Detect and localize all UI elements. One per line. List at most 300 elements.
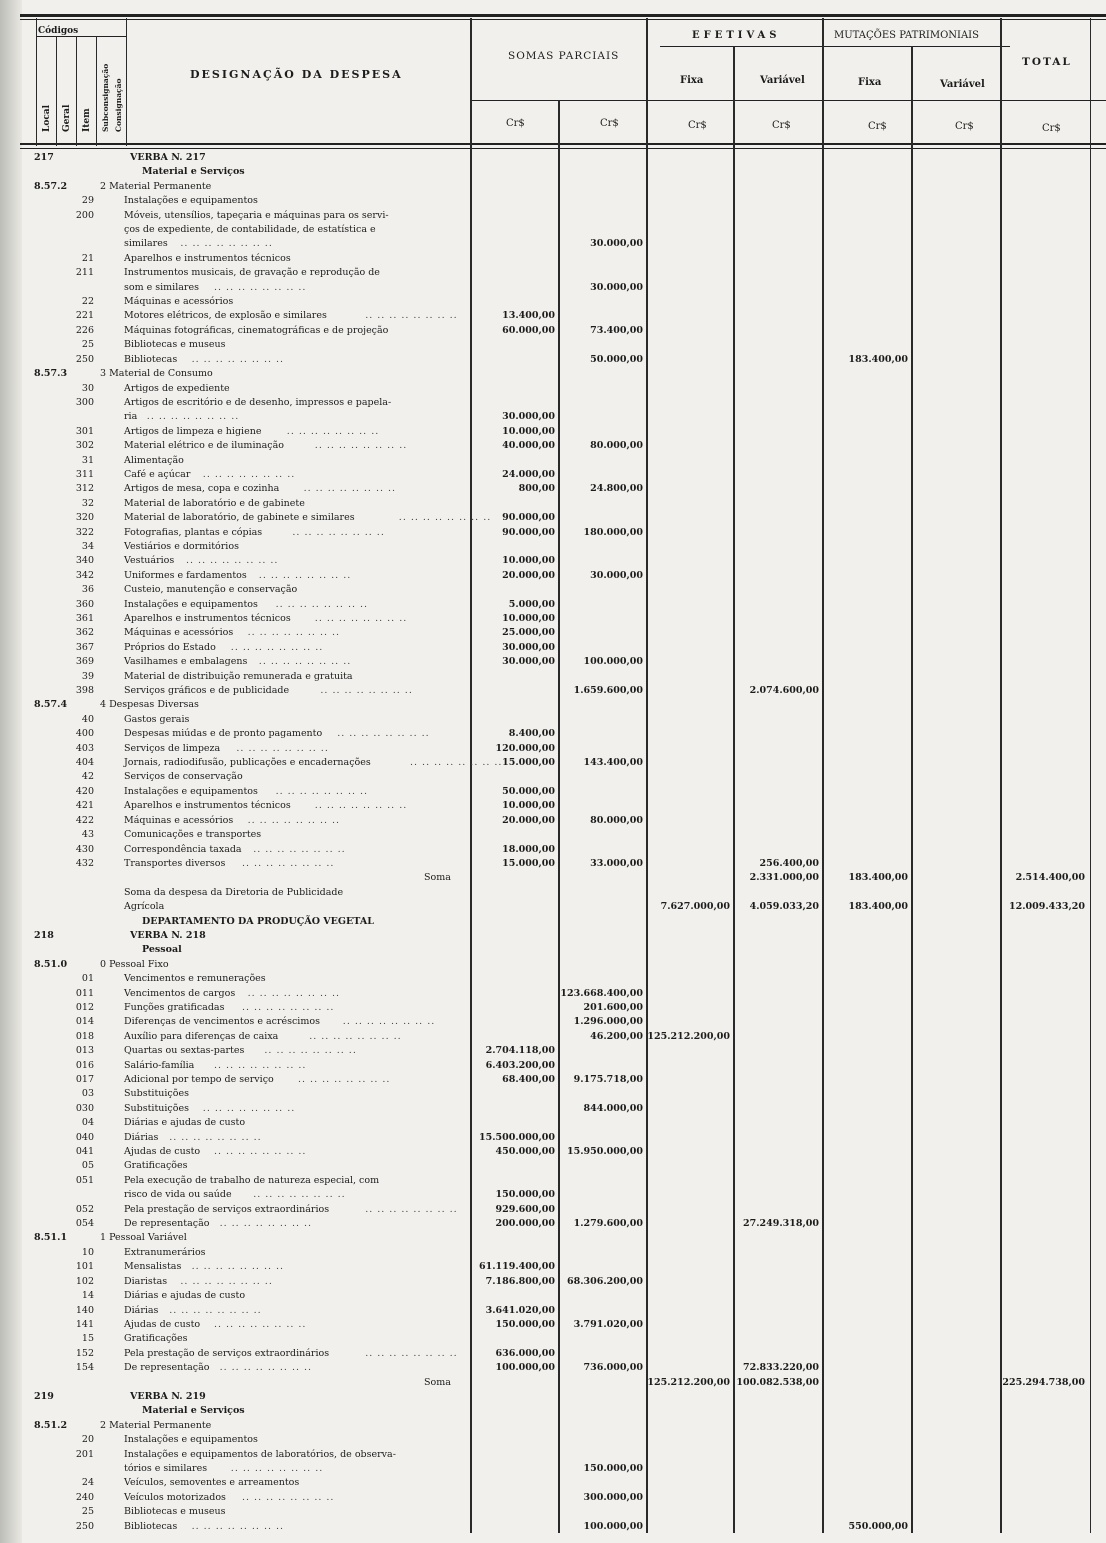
- row-label: Máquinas e acessórios: [124, 814, 234, 826]
- amount-c1: 636.000,00: [495, 1347, 555, 1359]
- row-label: Aparelhos e instrumentos técnicos: [124, 800, 291, 812]
- row-item-code: 24: [81, 1477, 94, 1489]
- expense-row: [0, 383, 1106, 394]
- row-label: De representação: [124, 1218, 210, 1230]
- row-local-code: 8.57.4: [34, 699, 68, 711]
- leader-dots: .. .. .. .. .. .. .. ..: [275, 598, 369, 610]
- expense-row: [0, 469, 1106, 480]
- row-label: Material de laboratório, de gabinete e similares: [124, 512, 355, 524]
- expense-row: [0, 368, 1106, 379]
- expense-row: [0, 455, 1106, 466]
- leader-dots: .. .. .. .. .. .. .. ..: [214, 1146, 307, 1158]
- row-label: Pela prestação de serviços extraordinários: [124, 1347, 330, 1359]
- rule: [470, 100, 1106, 101]
- expense-row: [0, 1074, 1106, 1085]
- row-label: Diárias e ajudas de custo: [124, 1290, 246, 1302]
- amount-c2: 80.000,00: [590, 814, 643, 826]
- row-local-code: 217: [34, 152, 54, 163]
- row-item-code: 301: [75, 425, 94, 437]
- expense-row: [0, 1016, 1106, 1027]
- row-item-code: 36: [81, 584, 94, 596]
- row-label: Instrumentos musicais, de gravação e reprodução de: [124, 267, 380, 279]
- amount-c1: 450.000,00: [495, 1146, 555, 1158]
- leader-dots: .. .. .. .. .. .. .. ..: [365, 1347, 458, 1359]
- designacao-header: DESIGNAÇÃO DA DESPESA: [190, 68, 403, 81]
- row-item-code: 152: [75, 1347, 94, 1359]
- row-item-code: 018: [75, 1030, 94, 1042]
- leader-dots: .. .. .. .. .. .. .. ..: [253, 843, 346, 855]
- efetivas-header: EFETIVAS: [692, 30, 781, 41]
- leader-dots: .. .. .. .. .. .. .. ..: [342, 1016, 436, 1028]
- row-item-code: 016: [75, 1059, 94, 1071]
- amount-c1: 15.000,00: [502, 857, 555, 869]
- expense-row: [0, 195, 1106, 206]
- row-label: Bibliotecas: [124, 1520, 178, 1532]
- expense-row: [0, 310, 1106, 321]
- expense-row: [0, 210, 1106, 221]
- row-label: Diárias: [124, 1304, 159, 1316]
- row-label: Vestiários e dormitórios: [124, 540, 239, 552]
- amount-c1: 5.000,00: [508, 598, 555, 610]
- expense-row: [0, 815, 1106, 826]
- expense-row: [0, 483, 1106, 494]
- row-label: Gratificações: [124, 1333, 188, 1345]
- row-label: Motores elétricos, de explosão e similares: [124, 310, 327, 322]
- amount-c2: 46.200,00: [590, 1030, 643, 1042]
- amount-c1: 50.000,00: [502, 785, 555, 797]
- row-item-code: 25: [81, 1506, 94, 1518]
- row-label: 3 Material de Consumo: [100, 368, 213, 380]
- row-label: Adicional por tempo de serviço: [124, 1074, 274, 1085]
- row-item-code: 03: [81, 1088, 94, 1100]
- expense-row: [0, 887, 1106, 898]
- row-label: 2 Material Permanente: [100, 180, 212, 192]
- row-item-code: 154: [75, 1362, 94, 1374]
- amount-c4: 100.082.538,00: [736, 1376, 819, 1388]
- expense-row: [0, 339, 1106, 350]
- amount-c4: 27.249.318,00: [742, 1218, 819, 1230]
- row-item-code: 012: [75, 1001, 94, 1013]
- expense-row: [0, 959, 1106, 970]
- amount-c4: 2.074.600,00: [749, 685, 819, 697]
- amount-c1: 90.000,00: [502, 526, 555, 538]
- row-label: Bibliotecas e museus: [124, 339, 226, 351]
- leader-dots: .. .. .. .. .. .. .. ..: [180, 1275, 273, 1287]
- col-line: [76, 36, 77, 146]
- amount-c2: 100.000,00: [583, 656, 643, 668]
- row-item-code: 22: [81, 296, 94, 308]
- amount-c5: 183.400,00: [848, 872, 908, 884]
- row-label: Material e Serviços: [142, 1405, 245, 1417]
- row-label: Café e açúcar: [124, 468, 191, 480]
- amount-c7: 225.294.738,00: [1002, 1376, 1085, 1388]
- row-item-code: 141: [75, 1318, 94, 1330]
- row-label: Soma da despesa da Diretoria de Publicidade: [124, 886, 344, 898]
- expense-row: [0, 354, 1106, 365]
- expense-row: [0, 613, 1106, 624]
- leader-dots: .. .. .. .. .. .. .. ..: [258, 656, 352, 668]
- expense-row: [0, 786, 1106, 797]
- amount-c1: 20.000,00: [502, 814, 555, 826]
- currency-label: Cr$: [1042, 123, 1061, 134]
- code-col-consignacao: Consignação: [114, 78, 123, 132]
- row-label: Vasilhames e embalagens: [124, 656, 248, 668]
- expense-row: [0, 944, 1106, 955]
- row-item-code: 43: [81, 829, 94, 841]
- amount-c2: 80.000,00: [590, 440, 643, 452]
- row-item-code: 360: [75, 598, 94, 610]
- row-label: ria: [124, 411, 138, 423]
- row-item-code: 29: [81, 195, 94, 207]
- expense-row: [0, 916, 1106, 927]
- expense-row: [0, 1002, 1106, 1013]
- amount-c2: 30.000,00: [590, 281, 643, 293]
- row-item-code: 369: [75, 656, 94, 668]
- leader-dots: .. .. .. .. .. .. .. ..: [314, 613, 408, 624]
- row-item-code: 422: [75, 814, 94, 826]
- amount-c7: 12.009.433,20: [1008, 901, 1085, 913]
- amount-c1: 30.000,00: [502, 641, 555, 653]
- row-item-code: 312: [75, 483, 94, 495]
- expense-row: [0, 498, 1106, 509]
- row-label: Artigos de mesa, copa e cozinha: [124, 483, 280, 495]
- expense-row: [0, 411, 1106, 422]
- row-label: Auxílio para diferenças de caixa: [124, 1030, 279, 1042]
- row-item-code: 017: [75, 1074, 94, 1085]
- row-label: Artigos de expediente: [124, 382, 230, 394]
- row-item-code: 300: [75, 396, 94, 408]
- expense-row: [0, 1290, 1106, 1301]
- row-label: Diaristas: [124, 1275, 168, 1287]
- amount-c3: 7.627.000,00: [660, 901, 730, 913]
- amount-c4: 2.331.000,00: [749, 872, 819, 884]
- expense-row: [0, 1319, 1106, 1330]
- leader-dots: .. .. .. .. .. .. .. ..: [365, 310, 458, 322]
- row-item-code: 221: [75, 310, 94, 322]
- amount-c1: 3.641.020,00: [485, 1304, 555, 1316]
- leader-dots: .. .. .. .. .. .. .. ..: [314, 800, 408, 812]
- expense-row: [0, 844, 1106, 855]
- row-item-code: 30: [81, 382, 94, 394]
- row-label: Próprios do Estado: [124, 641, 216, 653]
- amount-c2: 300.000,00: [583, 1491, 643, 1503]
- leader-dots: .. .. .. .. .. .. .. ..: [180, 238, 273, 250]
- expense-row: [0, 1506, 1106, 1517]
- row-item-code: 102: [75, 1275, 94, 1287]
- sum-label: Soma: [424, 1376, 451, 1388]
- amount-c5: 183.400,00: [848, 353, 908, 365]
- expense-row: [0, 1031, 1106, 1042]
- row-label: Comunicações e transportes: [124, 829, 262, 841]
- row-label: Material elétrico e de iluminação: [124, 440, 284, 452]
- amount-c1: 200.000,00: [495, 1218, 555, 1230]
- expense-row: [0, 1434, 1106, 1445]
- row-label: 0 Pessoal Fixo: [100, 958, 169, 970]
- row-label: Pela prestação de serviços extraordinários: [124, 1203, 330, 1215]
- amount-c1: 24.000,00: [502, 468, 555, 480]
- leader-dots: .. .. .. .. .. .. .. ..: [236, 742, 329, 754]
- row-item-code: 430: [75, 843, 94, 855]
- row-label: ços de expediente, de contabilidade, de estatística e: [124, 224, 376, 236]
- row-label: Despesas miúdas e de pronto pagamento: [124, 728, 323, 740]
- leader-dots: .. .. .. .. .. .. .. ..: [337, 728, 430, 740]
- leader-dots: .. .. .. .. .. .. .. ..: [186, 555, 279, 567]
- mutacoes-header: MUTAÇÕES PATRIMONIAIS: [834, 30, 979, 41]
- amount-c1: 800,00: [518, 483, 555, 495]
- expense-row: [0, 1189, 1106, 1200]
- amount-c2: 15.950.000,00: [566, 1146, 643, 1158]
- row-item-code: 200: [75, 209, 94, 221]
- row-item-code: 302: [75, 440, 94, 452]
- amount-c2: 50.000,00: [590, 353, 643, 365]
- amount-c2: 30.000,00: [590, 238, 643, 250]
- codigos-label: Códigos: [38, 26, 79, 36]
- amount-c1: 13.400,00: [502, 310, 555, 322]
- amount-c1: 61.119.400,00: [478, 1261, 555, 1273]
- expense-row: [0, 1463, 1106, 1474]
- amount-c1: 10.000,00: [502, 613, 555, 624]
- row-item-code: 340: [75, 555, 94, 567]
- row-label: Instalações e equipamentos: [124, 1434, 258, 1446]
- row-label: Vestuários: [124, 555, 175, 567]
- amount-c2: 844.000,00: [583, 1102, 643, 1114]
- leader-dots: .. .. .. .. .. .. .. ..: [247, 987, 341, 999]
- leader-dots: .. .. .. .. .. .. .. ..: [365, 1203, 458, 1215]
- expense-row: [0, 397, 1106, 408]
- row-item-code: 20: [81, 1434, 94, 1446]
- expense-row: [0, 512, 1106, 523]
- row-label: Mensalistas: [124, 1261, 182, 1273]
- row-label: Substituições: [124, 1088, 189, 1100]
- expense-row: [0, 743, 1106, 754]
- amount-c2: 30.000,00: [590, 569, 643, 581]
- row-label: Bibliotecas: [124, 353, 178, 365]
- leader-dots: .. .. .. .. .. .. .. ..: [242, 1491, 335, 1503]
- expense-row: [0, 901, 1106, 912]
- row-label: Ajudas de custo: [124, 1146, 201, 1158]
- amount-c1: 60.000,00: [502, 324, 555, 336]
- row-label: Vencimentos e remunerações: [124, 973, 266, 985]
- mutacoes-fixa-header: Fixa: [858, 77, 882, 88]
- amount-c1: 100.000,00: [495, 1362, 555, 1374]
- row-item-code: 31: [81, 454, 94, 466]
- amount-c2: 100.000,00: [583, 1520, 643, 1532]
- row-local-code: 8.57.3: [34, 368, 68, 380]
- expense-row: [0, 166, 1106, 177]
- amount-c2: 73.400,00: [590, 324, 643, 336]
- amount-c1: 2.704.118,00: [485, 1045, 555, 1057]
- leader-dots: .. .. .. .. .. .. .. ..: [169, 1304, 262, 1316]
- leader-dots: .. .. .. .. .. .. .. ..: [253, 1189, 346, 1201]
- expense-row: [0, 1420, 1106, 1431]
- expense-row: [0, 325, 1106, 336]
- code-col-subconsignacao: Subconsignação: [101, 63, 110, 132]
- leader-dots: .. .. .. .. .. .. .. ..: [309, 1030, 402, 1042]
- row-item-code: 404: [75, 757, 94, 769]
- row-item-code: 21: [81, 252, 94, 264]
- header-bottom-rule-thin: [20, 148, 1106, 149]
- somas-parciais-header: SOMAS PARCIAIS: [508, 50, 620, 62]
- amount-c2: 180.000,00: [583, 526, 643, 538]
- row-label: Veículos, semoventes e arreamentos: [124, 1477, 300, 1489]
- expense-row: [0, 267, 1106, 278]
- amount-c1: 20.000,00: [502, 569, 555, 581]
- expense-row: [0, 599, 1106, 610]
- row-label: DEPARTAMENTO DA PRODUÇÃO VEGETAL: [142, 915, 374, 927]
- total-header: TOTAL: [1022, 56, 1072, 68]
- expense-row: [0, 771, 1106, 782]
- row-item-code: 322: [75, 526, 94, 538]
- amount-c1: 30.000,00: [502, 656, 555, 668]
- expense-row: [0, 671, 1106, 682]
- currency-label: Cr$: [600, 118, 619, 129]
- row-label: Pela execução de trabalho de natureza especial, com: [124, 1174, 380, 1186]
- row-item-code: 250: [75, 353, 94, 365]
- leader-dots: .. .. .. .. .. .. .. ..: [410, 757, 503, 769]
- amount-c1: 120.000,00: [495, 742, 555, 754]
- expense-row: [0, 555, 1106, 566]
- efetivas-fixa-header: Fixa: [680, 75, 704, 86]
- expense-row: [0, 757, 1106, 768]
- expense-row: [0, 1175, 1106, 1186]
- leader-dots: .. .. .. .. .. .. .. ..: [292, 526, 385, 538]
- row-item-code: 040: [75, 1131, 94, 1143]
- expense-row: [0, 1477, 1106, 1488]
- leader-dots: .. .. .. .. .. .. .. ..: [169, 1131, 262, 1143]
- leader-dots: .. .. .. .. .. .. .. ..: [275, 785, 369, 797]
- leader-dots: .. .. .. .. .. .. .. ..: [320, 685, 413, 697]
- leader-dots: .. .. .. .. .. .. .. ..: [202, 1102, 296, 1114]
- expense-row: [0, 527, 1106, 538]
- expense-row: [0, 685, 1106, 696]
- leader-dots: .. .. .. .. .. .. .. ..: [146, 411, 240, 423]
- col-line: [96, 36, 97, 146]
- amount-c4: 4.059.033,20: [749, 901, 819, 913]
- amount-c1: 10.000,00: [502, 800, 555, 812]
- expense-row: [0, 1247, 1106, 1258]
- leader-dots: .. .. .. .. .. .. .. ..: [247, 627, 341, 639]
- row-item-code: 34: [81, 540, 94, 552]
- currency-label: Cr$: [688, 120, 707, 131]
- row-item-code: 052: [75, 1203, 94, 1215]
- row-item-code: 361: [75, 613, 94, 624]
- row-item-code: 432: [75, 857, 94, 869]
- expense-row: [0, 541, 1106, 552]
- leader-dots: .. .. .. .. .. .. .. ..: [219, 1362, 313, 1374]
- expense-row: [0, 800, 1106, 811]
- row-item-code: 15: [81, 1333, 94, 1345]
- row-label: Substituições: [124, 1102, 189, 1114]
- row-local-code: 8.51.1: [34, 1232, 68, 1244]
- row-label: Uniformes e fardamentos: [124, 569, 247, 581]
- top-rule: [20, 14, 1106, 17]
- expense-row: [0, 1405, 1106, 1416]
- expense-row: [0, 988, 1106, 999]
- row-label: Aparelhos e instrumentos técnicos: [124, 252, 291, 264]
- leader-dots: .. .. .. .. .. .. .. ..: [214, 1059, 307, 1071]
- amount-c5: 550.000,00: [848, 1520, 908, 1532]
- row-label: similares: [124, 238, 168, 250]
- row-label: Diferenças de vencimentos e acréscimos: [124, 1016, 320, 1028]
- amount-c3: 125.212.200,00: [647, 1376, 730, 1388]
- expense-row: [0, 1348, 1106, 1359]
- leader-dots: .. .. .. .. .. .. .. ..: [191, 1261, 285, 1273]
- header-bottom-rule: [20, 143, 1106, 145]
- row-item-code: 030: [75, 1102, 94, 1114]
- row-label: VERBA N. 218: [130, 929, 206, 941]
- amount-c1: 30.000,00: [502, 411, 555, 423]
- leader-dots: .. .. .. .. .. .. .. ..: [191, 353, 285, 365]
- row-item-code: 421: [75, 800, 94, 812]
- expense-row: [0, 1088, 1106, 1099]
- amount-c1: 18.000,00: [502, 843, 555, 855]
- row-local-code: 8.57.2: [34, 180, 68, 192]
- amount-c2: 143.400,00: [583, 757, 643, 769]
- amount-c1: 15.500.000,00: [478, 1131, 555, 1143]
- row-label: Fotografias, plantas e cópias: [124, 526, 263, 538]
- expense-row: [0, 642, 1106, 653]
- col-line: [56, 36, 57, 146]
- amount-c2: 33.000,00: [590, 857, 643, 869]
- row-item-code: 041: [75, 1146, 94, 1158]
- row-item-code: 39: [81, 670, 94, 682]
- row-item-code: 04: [81, 1117, 94, 1129]
- sum-row: [0, 1377, 1106, 1388]
- expense-row: [0, 656, 1106, 667]
- leader-dots: .. .. .. .. .. .. .. ..: [230, 641, 324, 653]
- expense-row: [0, 1391, 1106, 1402]
- row-label: Extranumerários: [124, 1246, 206, 1258]
- amount-c2: 150.000,00: [583, 1462, 643, 1474]
- currency-label: Cr$: [955, 121, 974, 132]
- expense-row: [0, 181, 1106, 192]
- leader-dots: .. .. .. .. .. .. .. ..: [398, 512, 492, 524]
- row-label: Jornais, radiodifusão, publicações e encadernações: [124, 757, 371, 769]
- row-item-code: 250: [75, 1520, 94, 1532]
- row-item-code: 342: [75, 569, 94, 581]
- sum-row: [0, 872, 1106, 883]
- row-label: Funções gratificadas: [124, 1001, 225, 1013]
- row-label: Artigos de limpeza e higiene: [124, 425, 262, 437]
- row-label: 1 Pessoal Variável: [100, 1232, 187, 1244]
- row-label: Instalações e equipamentos de laboratórios, de observa-: [124, 1448, 396, 1460]
- row-label: Máquinas e acessórios: [124, 627, 234, 639]
- row-item-code: 398: [75, 685, 94, 697]
- expense-row: [0, 1160, 1106, 1171]
- leader-dots: .. .. .. .. .. .. .. ..: [214, 281, 307, 293]
- amount-c2: 3.791.020,00: [573, 1318, 643, 1330]
- currency-label: Cr$: [506, 118, 525, 129]
- row-item-code: 320: [75, 512, 94, 524]
- expense-row: [0, 699, 1106, 710]
- row-label: Instalações e equipamentos: [124, 598, 258, 610]
- row-label: Material de distribuição remunerada e gratuita: [124, 670, 353, 682]
- amount-c2: 9.175.718,00: [573, 1074, 643, 1085]
- amount-c7: 2.514.400,00: [1015, 872, 1085, 884]
- leader-dots: .. .. .. .. .. .. .. ..: [314, 440, 408, 452]
- amount-c2: 201.600,00: [583, 1001, 643, 1013]
- rule: [660, 46, 1010, 47]
- row-local-code: 8.51.0: [34, 958, 68, 970]
- row-label: Aparelhos e instrumentos técnicos: [124, 613, 291, 624]
- col-line: [126, 18, 127, 146]
- expense-row: [0, 1333, 1106, 1344]
- expense-row: [0, 1521, 1106, 1532]
- row-item-code: 054: [75, 1218, 94, 1230]
- amount-c1: 7.186.800,00: [485, 1275, 555, 1287]
- row-item-code: 40: [81, 713, 94, 725]
- amount-c1: 929.600,00: [495, 1203, 555, 1215]
